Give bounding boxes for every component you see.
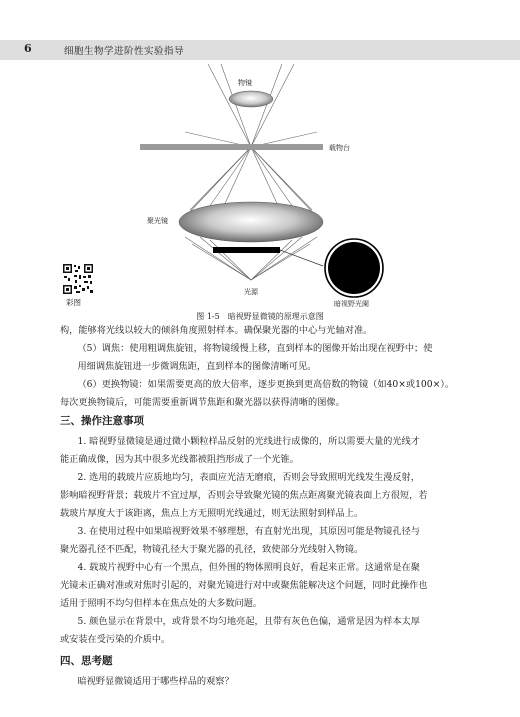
annular-stop (213, 247, 280, 253)
list-item: 载玻片厚度大于该距离，焦点上方无照明光线通过，则无法照射到样品上。 (60, 508, 364, 519)
list-item: 3. 在使用过程中如果暗视野效果不够理想，有直射光出现，其原因可能是物镜孔径与 (77, 526, 420, 537)
list-item: 聚光器孔径不匹配，物镜孔径大于聚光器的孔径，致使部分光线射入物镜。 (60, 544, 364, 555)
stop-callout-line (280, 250, 323, 266)
paragraph: 构，能够将光线以较大的倾斜角度照射样本。确保聚光器的中心与光轴对准。 (60, 325, 373, 336)
paragraph: （5）调焦：使用粗调焦旋钮，将物镜缓慢上移，直到样本的图像开始出现在视野中；使 (77, 343, 433, 354)
figure-caption: 图 1-5 暗视野显微镜的原理示意图 (196, 312, 324, 321)
list-item: 光镜未正确对准或对焦时引起的，对聚光镜进行对中或聚焦能解决这个问题，同时此操作也 (60, 580, 428, 591)
annulus-center (328, 242, 380, 294)
list-item: 适用于照明不均匀但样本在焦点处的大多数问题。 (60, 598, 263, 609)
section-title-notes: 三、操作注意事项 (60, 415, 144, 427)
paragraph: 用细调焦旋钮进一步微调焦距，直到样本的图像清晰可见。 (77, 361, 317, 372)
list-item: 影响暗视野背景；载玻片不宜过厚，否则会导致聚光镜的焦点距离聚光镜表面上方很短，若 (60, 490, 428, 501)
section-title-questions: 四、思考题 (60, 655, 113, 667)
list-item: 能正确成像，因为其中很多光线都被阻挡形成了一个光锥。 (60, 454, 299, 465)
annulus-label: 暗视野光阑 (334, 300, 369, 308)
paragraph: 每次更换物镜后，可能需要重新调节焦距和聚光器以获得清晰的图像。 (60, 397, 345, 408)
condenser-label: 聚光镜 (147, 217, 168, 225)
stage-label: 载物台 (329, 144, 350, 152)
page-number: 6 (24, 42, 32, 55)
notes-list (60, 433, 465, 649)
dark-field-diagram (60, 62, 400, 310)
qr-code[interactable] (62, 263, 94, 295)
list-item: 或安装在受污染的介质中。 (60, 634, 171, 645)
list-item: 2. 选用的载玻片应质地均匀，表面应光洁无磨痕，否则会导致照明光线发生漫反射， (77, 472, 420, 483)
questions (60, 673, 465, 691)
procedure-continuation (60, 322, 465, 412)
list-item: 4. 载玻片视野中心有一个黑点，但外围的物体照明良好，看起来正常。这通常是在聚 (77, 562, 420, 573)
light-source-label: 光源 (244, 288, 258, 296)
paragraph: （6）更换物镜：如果需要更高的放大倍率，逐步更换到更高倍数的物镜（如40×或100×）。 (77, 379, 455, 390)
qr-caption: 彩图 (66, 298, 81, 307)
list-item: 1. 暗视野显微镜是通过微小颗粒样品反射的光线进行成像的，所以需要大量的光线才 (77, 436, 420, 447)
condenser-lens (179, 202, 323, 242)
running-title: 细胞生物学进阶性实验指导 (64, 46, 185, 57)
objective-lens (229, 91, 273, 107)
question: 暗视野显微镜适用于哪些样品的观察？ (77, 676, 234, 687)
list-item: 5. 颜色显示在背景中，或背景不均匀地亮起，且带有灰色色偏，通常是因为样本太厚 (77, 616, 420, 627)
objective-label: 物镜 (238, 79, 252, 87)
stage (140, 144, 323, 150)
